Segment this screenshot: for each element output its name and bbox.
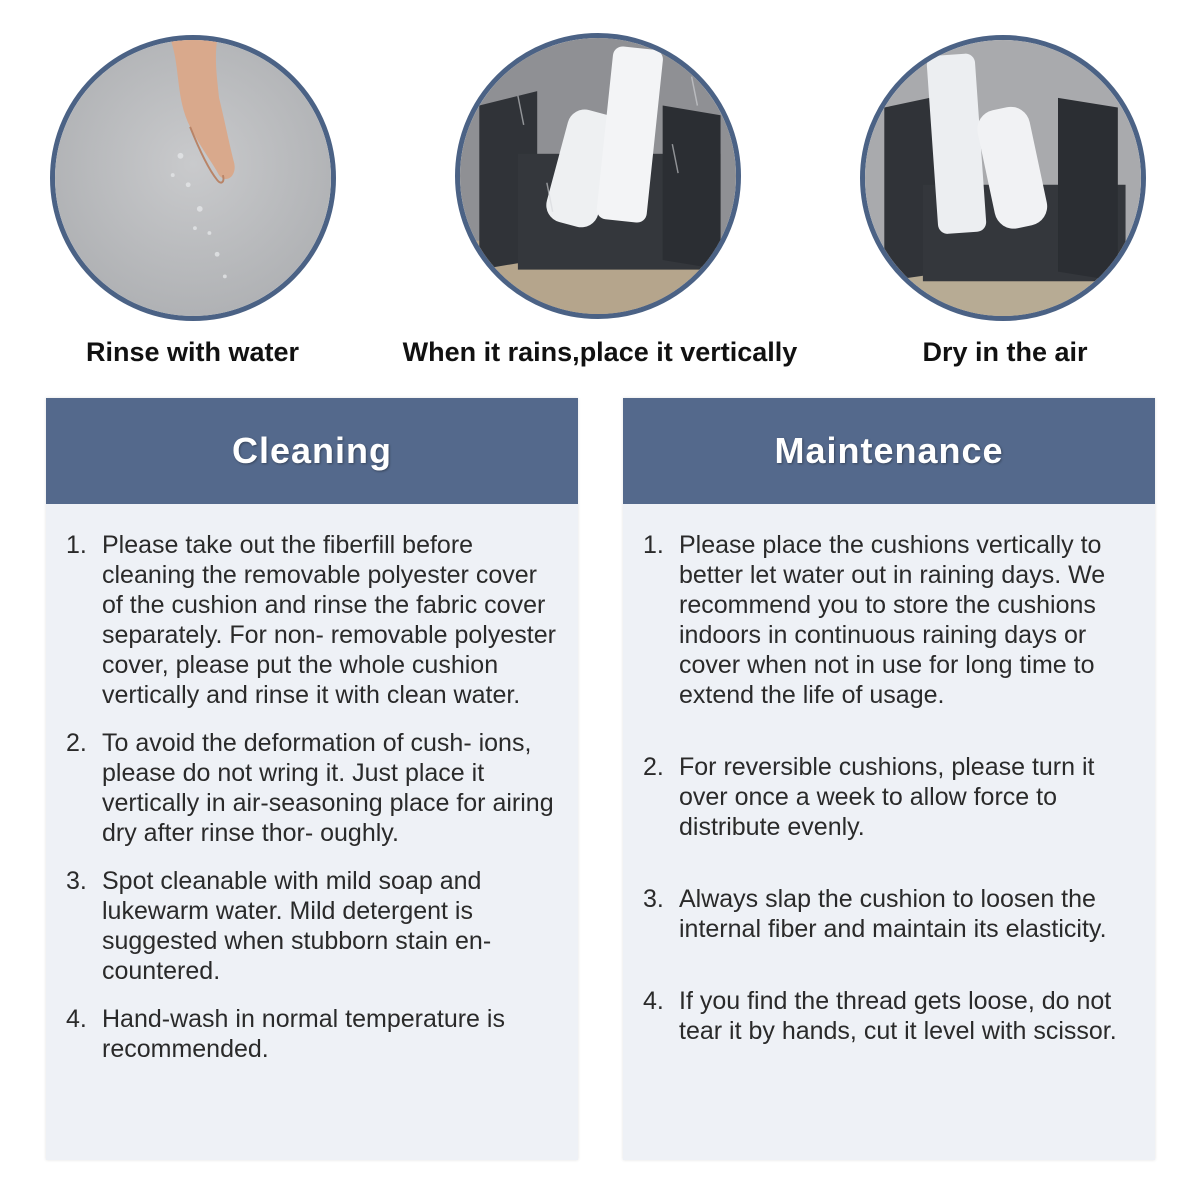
list-item bbox=[66, 530, 560, 710]
item-number: 3. bbox=[643, 885, 664, 913]
item-text: Spot cleanable with mild soap and lukewarm water. Mild detergent is suggested when stubborn stain en- countered. bbox=[102, 867, 492, 985]
maintenance-panel bbox=[623, 398, 1155, 1160]
rain-photo bbox=[455, 33, 741, 319]
list-item bbox=[643, 986, 1137, 1046]
caption-dry: Dry in the air bbox=[922, 337, 1088, 367]
item-number: 2. bbox=[643, 753, 664, 781]
rinse-photo bbox=[50, 35, 336, 321]
cleaning-list bbox=[46, 504, 578, 1064]
maintenance-title: Maintenance bbox=[623, 398, 1155, 504]
caption-rain: When it rains,place it vertically bbox=[402, 337, 798, 367]
maintenance-list bbox=[623, 504, 1155, 1046]
cleaning-title: Cleaning bbox=[46, 398, 578, 504]
item-text: Hand-wash in normal temperature is recommended. bbox=[102, 1005, 505, 1063]
item-number: 4. bbox=[643, 987, 664, 1015]
item-text: Please place the cushions vertically to better let water out in raining days. We recommend you to store the cushions indoors in continuous raining days or cover when not in use for long time to extend the life of usage. bbox=[679, 531, 1106, 709]
rinse-illustration bbox=[55, 40, 331, 316]
list-item bbox=[643, 884, 1137, 944]
item-text: To avoid the deformation of cush- ions, please do not wring it. Just place it vertically in air-seasoning place for airing dry after rinse thor- oughly. bbox=[102, 729, 554, 847]
rain-illustration bbox=[460, 38, 736, 314]
item-number: 1. bbox=[643, 531, 664, 559]
list-item bbox=[66, 866, 560, 986]
dry-photo bbox=[860, 35, 1146, 321]
list-item bbox=[643, 530, 1137, 710]
item-text: Please take out the fiberfill before cleaning the removable polyester cover of the cushion and rinse the fabric cover separately. For non- removable polyester cover, please put the whole cushion vertically and rinse it with clean water. bbox=[102, 531, 556, 709]
list-item bbox=[643, 752, 1137, 842]
caption-rinse: Rinse with water bbox=[85, 337, 300, 367]
item-number: 1. bbox=[66, 531, 87, 559]
item-text: For reversible cushions, please turn it over once a week to allow force to distribute evenly. bbox=[679, 753, 1095, 841]
cleaning-panel bbox=[46, 398, 578, 1160]
list-item bbox=[66, 1004, 560, 1064]
item-text: Always slap the cushion to loosen the internal fiber and maintain its elasticity. bbox=[679, 885, 1107, 943]
item-number: 3. bbox=[66, 867, 87, 895]
item-number: 4. bbox=[66, 1005, 87, 1033]
list-item bbox=[66, 728, 560, 848]
dry-illustration bbox=[865, 40, 1141, 316]
item-number: 2. bbox=[66, 729, 87, 757]
item-text: If you find the thread gets loose, do not tear it by hands, cut it level with scissor. bbox=[679, 987, 1117, 1045]
